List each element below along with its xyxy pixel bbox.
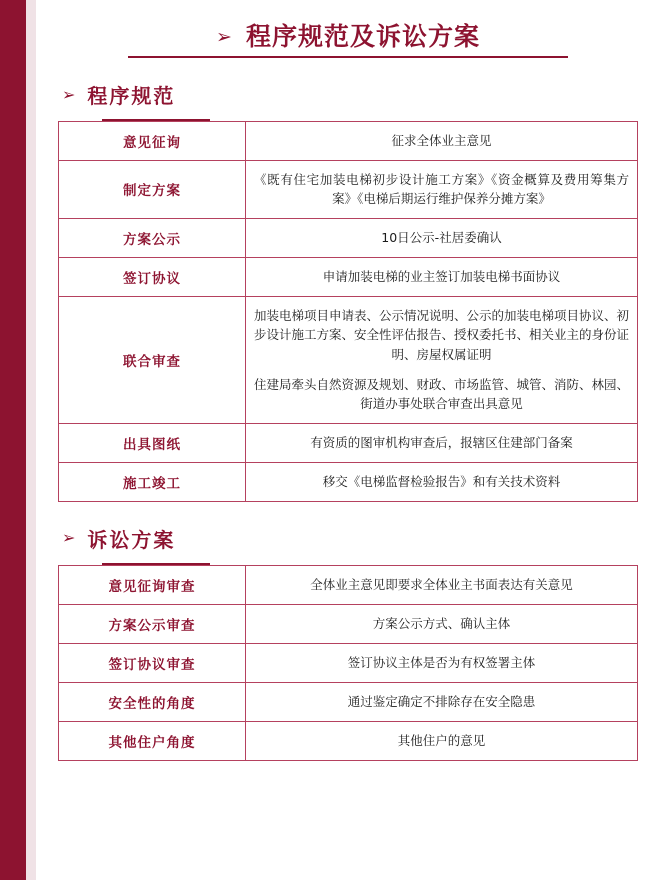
row-label: 其他住户角度 (59, 721, 246, 760)
row-label: 签订协议 (59, 257, 246, 296)
row-value (246, 462, 638, 501)
left-decorative-bar (0, 0, 26, 880)
table-row (59, 462, 638, 501)
row-label: 出具图纸 (59, 423, 246, 462)
row-label: 施工竣工 (59, 462, 246, 501)
row-value (246, 423, 638, 462)
row-value-paragraph: 《既有住宅加装电梯初步设计施工方案》《资金概算及费用筹集方案》《电梯后期运行维护保养分摊方案》 (254, 172, 629, 207)
row-label: 方案公示审查 (59, 604, 246, 643)
row-value-paragraph: 加装电梯项目申请表、公示情况说明、公示的加装电梯项目协议、初步设计施工方案、安全性评估报告、授权委托书、相关业主的身份证明、房屋权属证明 (254, 307, 630, 362)
row-label: 制定方案 (59, 161, 246, 219)
row-label: 方案公示 (59, 218, 246, 257)
row-label: 签订协议审查 (59, 643, 246, 682)
row-value (246, 565, 638, 604)
table-row (59, 643, 638, 682)
section-heading-litigation (62, 524, 638, 553)
row-label: 联合审查 (59, 296, 246, 423)
row-value-paragraph: 通过鉴定确定不排除存在安全隐患 (347, 693, 536, 709)
table-row (59, 122, 638, 161)
row-value (246, 296, 638, 423)
row-value (246, 643, 638, 682)
arrow-bullet-icon: ➢ (216, 25, 232, 48)
row-value (246, 218, 638, 257)
section-title: 程序规范 (87, 84, 176, 108)
row-value-paragraph: 住建局牽头自然资源及规划、财政、市场监管、城管、消防、林园、街道办事处联合审查出具意见 (254, 376, 630, 412)
table-row (59, 423, 638, 462)
row-value-paragraph: 移交《电梯监督检验报告》和有关技术资料 (322, 473, 561, 489)
title-underline (128, 56, 568, 58)
document-content (36, 0, 660, 880)
arrow-bullet-icon: ➢ (62, 84, 76, 104)
row-value-paragraph: 其他住户的意见 (397, 732, 486, 748)
table-row (59, 721, 638, 760)
row-label: 安全性的角度 (59, 682, 246, 721)
row-value (246, 721, 638, 760)
row-label: 意见征询 (59, 122, 246, 161)
procedures-table (58, 121, 638, 502)
row-value-paragraph: 征求全体业主意见 (391, 133, 492, 149)
table-row (59, 604, 638, 643)
table-row (59, 161, 638, 219)
page-title-row (58, 22, 638, 52)
row-value-paragraph: 有资质的图审机构审查后，报辖区住建部门备案 (310, 434, 573, 450)
page-title: 程序规范及诉讼方案 (245, 22, 480, 51)
litigation-table (58, 565, 638, 761)
row-label: 意见征询审查 (59, 565, 246, 604)
section-title: 诉讼方案 (87, 527, 176, 552)
row-value-paragraph: 全体业主意见即要求全体业主书面表达有关意见 (310, 576, 573, 592)
table-row (59, 257, 638, 296)
row-value-paragraph: 签订协议主体是否为有权签署主体 (347, 654, 536, 670)
table-row (59, 565, 638, 604)
table-row (59, 682, 638, 721)
row-value-paragraph: 10日公示-社居委确认 (381, 230, 502, 246)
arrow-bullet-icon: ➢ (62, 528, 76, 548)
table-row (59, 296, 638, 423)
row-value (246, 161, 638, 219)
row-value-paragraph: 申请加装电梯的业主签订加装电梯书面协议 (322, 269, 561, 285)
row-value (246, 257, 638, 296)
table-row (59, 218, 638, 257)
row-value-paragraph: 方案公示方式、确认主体 (372, 615, 511, 631)
left-decorative-bar-light (26, 0, 36, 880)
row-value (246, 682, 638, 721)
row-value (246, 604, 638, 643)
section-heading-procedures (62, 80, 638, 109)
row-value (246, 122, 638, 161)
